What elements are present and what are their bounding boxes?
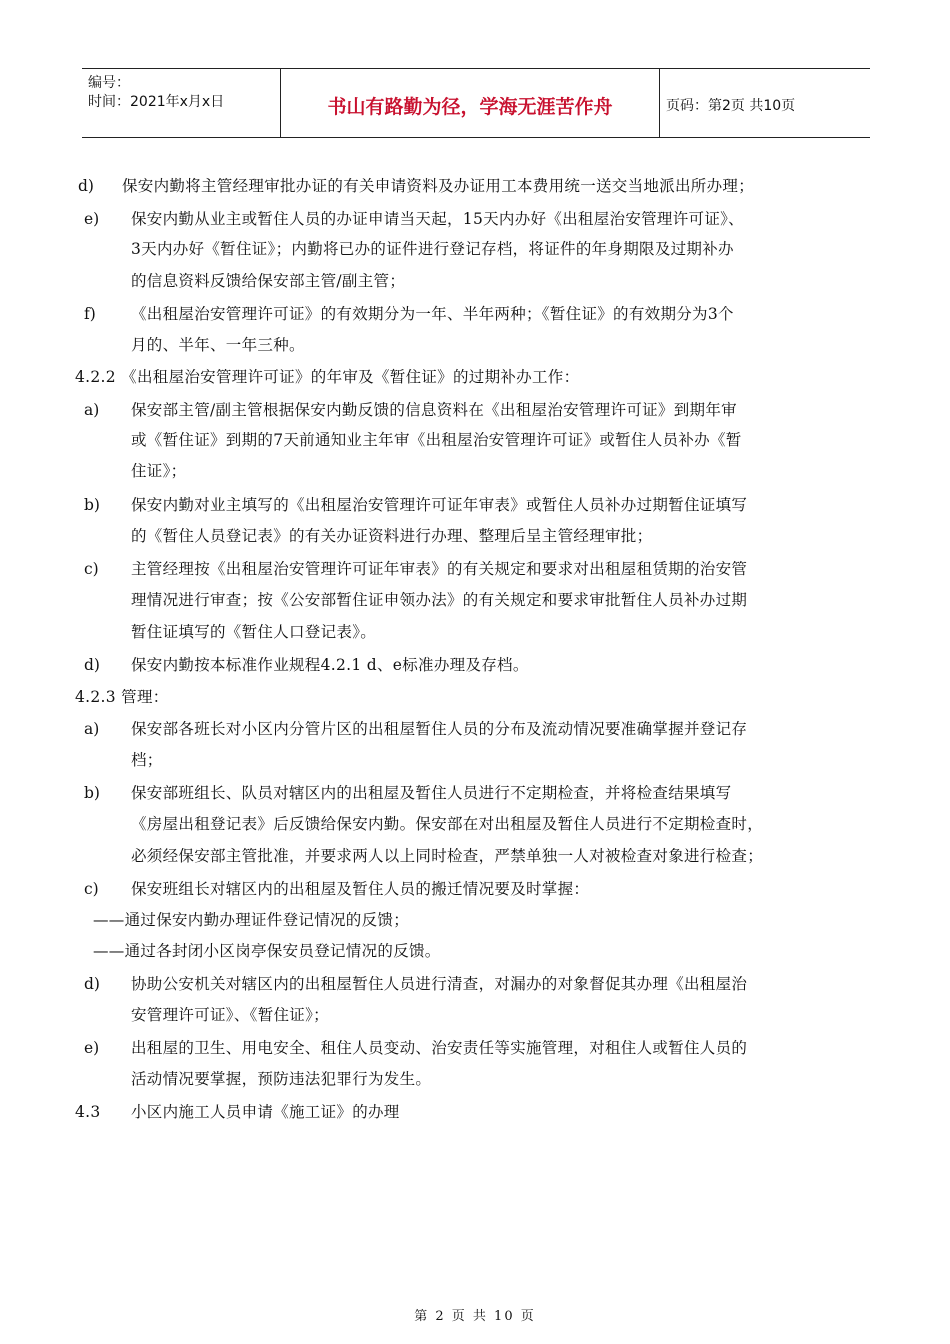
paragraph-line: 保安部主管/副主管根据保安内勤反馈的信息资料在《出租屋治安管理许可证》到期年审 — [131, 401, 737, 419]
item-marker: e) — [84, 1039, 100, 1057]
paragraph-line: 3天内办好《暂住证》；内勤将已办的证件进行登记存档，将证件的年身期限及过期补办 — [131, 240, 734, 258]
document-number-label: 编号： — [88, 75, 130, 91]
paragraph-line: 协助公安机关对辖区内的出租屋暂住人员进行清查，对漏办的对象督促其办理《出租屋治 — [131, 975, 748, 993]
header-motto: 书山有路勤为径，学海无涯苦作舟 — [327, 96, 613, 118]
item-marker: b) — [84, 496, 100, 514]
paragraph-line: 保安内勤对业主填写的《出租屋治安管理许可证年审表》或暂住人员补办过期暂住证填写 — [131, 496, 748, 514]
dash-item: ——通过保安内勤办理证件登记情况的反馈； — [93, 911, 410, 929]
section-heading: 小区内施工人员申请《施工证》的办理 — [131, 1103, 400, 1121]
dash-item: ——通过各封闭小区岗亭保安员登记情况的反馈。 — [93, 942, 441, 960]
paragraph-line: 必须经保安部主管批准，并要求两人以上同时检查，严禁单独一人对被检查对象进行检查； — [131, 847, 764, 865]
header-info-cell — [82, 69, 281, 137]
header-page-number: 页码：第2页 共10页 — [666, 98, 796, 114]
paragraph-line: 主管经理按《出租屋治安管理许可证年审表》的有关规定和要求对出租屋租赁期的治安管 — [131, 560, 748, 578]
section-heading: 4.2.3 管理： — [75, 688, 169, 706]
paragraph-line: 保安内勤按本标准作业规程4.2.1 d、e标准办理及存档。 — [131, 656, 529, 674]
paragraph-line: 保安内勤从业主或暂住人员的办证申请当天起，15天内办好《出租屋治安管理许可证》、 — [131, 210, 744, 228]
item-marker: b) — [84, 784, 100, 802]
paragraph-line: 暂住证填写的《暂住人口登记表》。 — [131, 623, 377, 641]
paragraph-line: 保安内勤将主管经理审批办证的有关申请资料及办证用工本费用统一送交当地派出所办理； — [122, 177, 755, 195]
paragraph-line: 《房屋出租登记表》后反馈给保安内勤。保安部在对出租屋及暂住人员进行不定期检查时， — [131, 815, 764, 833]
paragraph-line: 《出租屋治安管理许可证》的有效期分为一年、半年两种；《暂住证》的有效期分为3个 — [131, 305, 734, 323]
item-marker: c) — [84, 560, 99, 578]
header-motto-cell — [281, 69, 660, 137]
page-footer: 第 2 页 共 10 页 — [414, 1309, 536, 1324]
paragraph-line: 或《暂住证》到期的7天前通知业主年审《出租屋治安管理许可证》或暂住人员补办《暂 — [131, 431, 742, 449]
paragraph-line: 活动情况要掌握，预防违法犯罪行为发生。 — [131, 1070, 432, 1088]
document-time-label: 时间：2021年x月x日 — [88, 94, 225, 110]
item-marker: f) — [84, 305, 96, 323]
item-marker: a) — [84, 720, 100, 738]
item-marker: d) — [84, 656, 100, 674]
paragraph-line: 安管理许可证》、《暂住证》； — [131, 1006, 329, 1024]
header-page-cell — [660, 69, 870, 137]
paragraph-line: 的信息资料反馈给保安部主管/副主管； — [131, 272, 406, 290]
section-number: 4.3 — [75, 1103, 101, 1121]
page-header — [82, 68, 870, 138]
item-marker: e) — [84, 210, 100, 228]
paragraph-line: 档； — [131, 751, 163, 769]
paragraph-line: 住证》； — [131, 462, 187, 480]
paragraph-line: 保安部班组长、队员对辖区内的出租屋及暂住人员进行不定期检查，并将检查结果填写 — [131, 784, 732, 802]
paragraph-line: 出租屋的卫生、用电安全、租住人员变动、治安责任等实施管理，对租住人或暂住人员的 — [131, 1039, 748, 1057]
paragraph-line: 月的、半年、一年三种。 — [131, 336, 305, 354]
paragraph-line: 保安班组长对辖区内的出租屋及暂住人员的搬迁情况要及时掌握： — [131, 880, 590, 898]
item-marker: a) — [84, 401, 100, 419]
section-heading: 4.2.2 《出租屋治安管理许可证》的年审及《暂住证》的过期补办工作： — [75, 368, 580, 386]
paragraph-line: 理情况进行审查；按《公安部暂住证申领办法》的有关规定和要求审批暂住人员补办过期 — [131, 591, 748, 609]
paragraph-line: 的《暂住人员登记表》的有关办证资料进行办理、整理后呈主管经理审批； — [131, 527, 653, 545]
item-marker: d) — [78, 177, 94, 195]
paragraph-line: 保安部各班长对小区内分管片区的出租屋暂住人员的分布及流动情况要准确掌握并登记存 — [131, 720, 748, 738]
item-marker: d) — [84, 975, 100, 993]
item-marker: c) — [84, 880, 99, 898]
